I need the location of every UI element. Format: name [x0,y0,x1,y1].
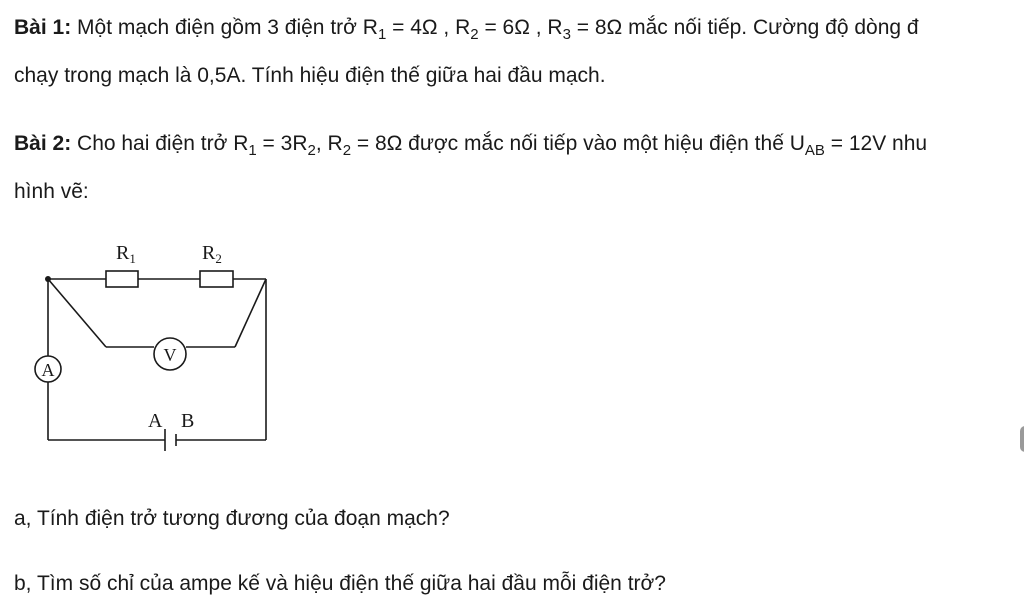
problem2-text: , R [315,132,343,155]
problem2-text: = 3R [256,132,308,155]
problem1-text: = 8Ω mắc nối tiếp. Cường độ dòng đ [570,16,919,39]
problem1-label: Bài 1: [14,16,72,39]
subscript: 3 [562,26,571,43]
subscript: 2 [307,142,316,159]
question-b: b, Tìm số chỉ của ampe kế và hiệu điện thế giữa hai đầu mỗi điện trở? [14,572,666,595]
problem1-text: Một mạch điện gồm 3 điện trở R [71,16,378,39]
problem2-line1 [14,130,927,158]
subscript: 1 [248,142,257,159]
circuit-diagram [30,235,290,460]
terminal-a-label: A [148,410,163,432]
r1-label: $R_1$ [116,242,136,266]
subscript: 2 [470,26,479,43]
junction-dot [45,276,51,282]
subscript: AB [804,142,825,159]
resistor-r1 [106,271,138,287]
wire-voltmeter-diag-right [235,279,266,347]
problem1-text: = 6Ω , R [478,16,563,39]
problem1-text: = 4Ω , R [386,16,471,39]
problem2-text: Cho hai điện trở R [71,132,249,155]
voltmeter-label: V [163,345,177,365]
terminal-b-label: B [181,410,195,432]
problem2-line2: hình vẽ: [14,180,89,203]
r2-label: $R_2$ [202,242,222,266]
subscript: 1 [377,26,387,43]
question-a: a, Tính điện trở tương đương của đoạn mạch? [14,507,450,530]
scrollbar-handle[interactable] [1020,426,1024,452]
problem2-text: = 8Ω được mắc nối tiếp vào một hiệu điện thế U [351,132,805,155]
problem1-line1 [14,14,919,42]
subscript: 2 [342,142,352,159]
resistor-r2 [200,271,233,287]
problem1-line2: chạy trong mạch là 0,5A. Tính hiệu điện thế giữa hai đầu mạch. [14,64,606,87]
problem2-text: = 12V nhu [824,132,928,155]
ammeter-label: A [41,360,55,380]
wire-voltmeter-diag-left [48,279,106,347]
problem2-label: Bài 2: [14,132,72,155]
